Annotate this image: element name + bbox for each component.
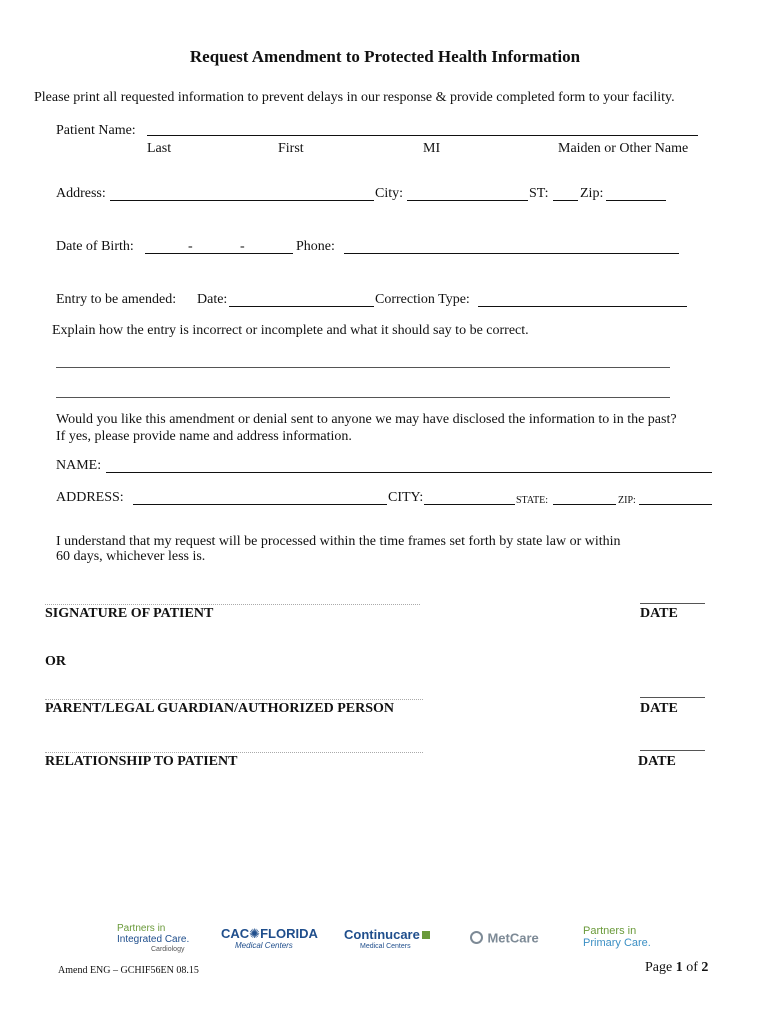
sub-label-maiden: Maiden or Other Name — [558, 141, 689, 156]
date-3-input-line[interactable] — [640, 750, 705, 751]
recipient-zip-label: ZIP: — [618, 495, 636, 506]
continucare-logo — [344, 928, 436, 951]
page-of: of — [686, 960, 698, 975]
partners-integrated-care-logo — [117, 924, 197, 954]
sun-icon: ✺ — [249, 926, 261, 941]
dob-separator-1: - — [188, 239, 193, 254]
dob-input-line[interactable] — [145, 253, 293, 254]
recipient-address-input-line[interactable] — [133, 504, 387, 505]
city-label: City: — [375, 186, 404, 201]
pic-line-2: Integrated Care. — [117, 934, 190, 945]
sub-label-mi: MI — [423, 141, 441, 156]
continucare-text: Continucare — [344, 927, 420, 942]
cac-text: CAC — [221, 926, 250, 941]
st-label: ST: — [529, 186, 549, 201]
recipient-state-label: STATE: — [516, 495, 548, 506]
ppc-line-1: Partners in — [583, 925, 637, 937]
patient-signature-label: SIGNATURE OF PATIENT — [45, 606, 214, 621]
entry-label: Entry to be amended: — [56, 292, 177, 307]
metcare-logo — [470, 929, 550, 947]
recipient-zip-input-line[interactable] — [639, 504, 712, 505]
partners-primary-care-logo — [583, 925, 673, 949]
patient-name-input-line[interactable] — [147, 135, 698, 136]
guardian-signature-line[interactable] — [45, 699, 423, 700]
address-input-line[interactable] — [110, 200, 374, 201]
ppc-line-2: Primary Care. — [583, 937, 651, 949]
relationship-line[interactable] — [45, 752, 423, 753]
cac-subtitle: Medical Centers — [235, 941, 293, 950]
metcare-text: MetCare — [487, 930, 539, 946]
or-label: OR — [45, 654, 66, 669]
continucare-subtitle: Medical Centers — [360, 943, 411, 950]
understand-line-1: I understand that my request will be processed within the time frames set forth by state law or within — [56, 534, 621, 549]
patient-signature-line[interactable] — [45, 604, 420, 605]
phone-label: Phone: — [296, 239, 335, 254]
sub-label-last: Last — [147, 141, 172, 156]
dob-separator-2: - — [240, 239, 245, 254]
st-input-line[interactable] — [553, 200, 578, 201]
disclosure-question: Would you like this amendment or denial sent to anyone we may have disclosed the information to in the past? — [56, 412, 677, 427]
recipient-city-label: CITY: — [388, 490, 424, 505]
date-1-input-line[interactable] — [640, 603, 705, 604]
zip-label: Zip: — [580, 186, 604, 201]
explain-instruction: Explain how the entry is incorrect or incomplete and what it should say to be correct. — [52, 323, 529, 338]
page-total: 2 — [701, 960, 709, 975]
continucare-mark-icon — [422, 931, 430, 939]
date-1-label: DATE — [640, 606, 678, 621]
address-label: Address: — [56, 186, 106, 201]
zip-input-line[interactable] — [606, 200, 666, 201]
patient-name-label: Patient Name: — [56, 123, 136, 138]
recipient-city-input-line[interactable] — [424, 504, 515, 505]
intro-text: Please print all requested information to prevent delays in our response & provide completed form to your facility. — [34, 90, 675, 105]
understand-line-2: 60 days, whichever less is. — [56, 549, 206, 564]
page-title: Request Amendment to Protected Health Information — [189, 47, 581, 66]
florida-text: FLORIDA — [260, 926, 318, 941]
metcare-circle-icon — [470, 931, 483, 944]
city-input-line[interactable] — [407, 200, 528, 201]
dob-label: Date of Birth: — [56, 239, 134, 254]
form-id: Amend ENG – GCHIF56EN 08.15 — [58, 965, 199, 976]
entry-date-input-line[interactable] — [229, 306, 374, 307]
entry-date-label: Date: — [197, 292, 228, 307]
explain-input-line-1[interactable] — [56, 367, 670, 368]
pic-line-3: Cardiology — [151, 946, 185, 953]
explain-input-line-2[interactable] — [56, 397, 670, 398]
sub-label-first: First — [278, 141, 304, 156]
recipient-address-label: ADDRESS: — [56, 490, 124, 505]
page-indicator — [645, 960, 708, 976]
cac-florida-logo — [221, 926, 318, 951]
recipient-name-input-line[interactable] — [106, 472, 712, 473]
recipient-name-label: NAME: — [56, 458, 102, 473]
correction-type-input-line[interactable] — [478, 306, 687, 307]
recipient-state-input-line[interactable] — [553, 504, 616, 505]
guardian-signature-label: PARENT/LEGAL GUARDIAN/AUTHORIZED PERSON — [45, 701, 395, 716]
date-2-input-line[interactable] — [640, 697, 705, 698]
phone-input-line[interactable] — [344, 253, 679, 254]
pic-line-1: Partners in — [117, 923, 166, 934]
date-3-label: DATE — [638, 754, 676, 769]
correction-type-label: Correction Type: — [375, 292, 470, 307]
relationship-label: RELATIONSHIP TO PATIENT — [45, 754, 238, 769]
date-2-label: DATE — [640, 701, 678, 716]
page-word: Page — [645, 960, 673, 975]
disclosure-instruction: If yes, please provide name and address information. — [56, 429, 352, 444]
page-current: 1 — [675, 960, 683, 975]
